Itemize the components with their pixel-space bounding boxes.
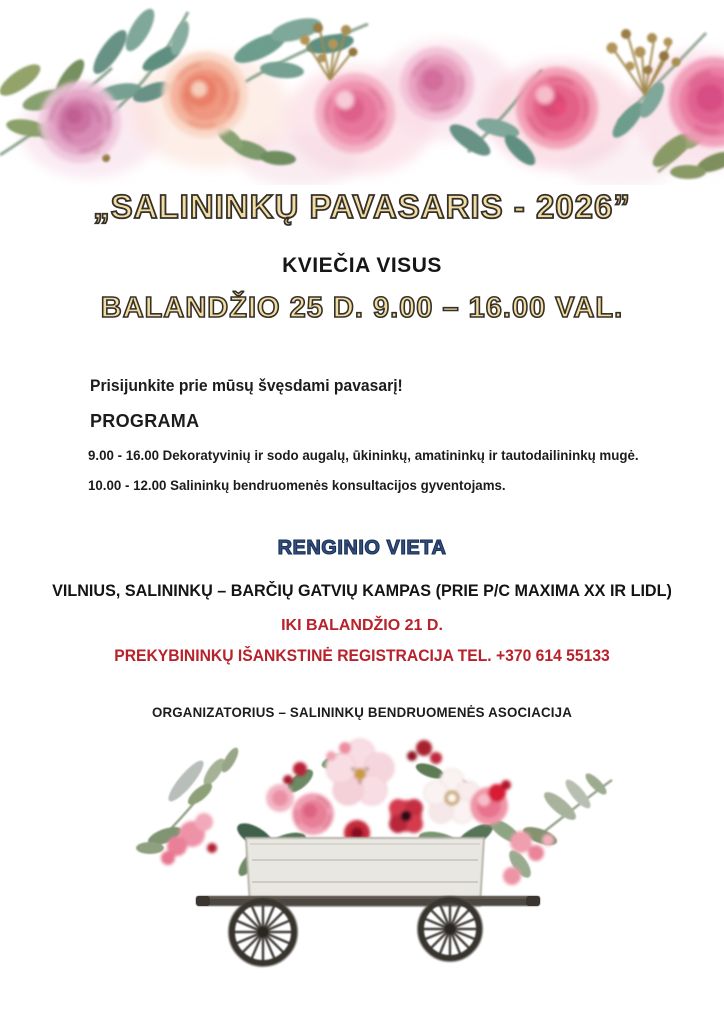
registration-info: PREKYBININKŲ IŠANKSTINĖ REGISTRACIJA TEL. +370 614 55133 <box>114 647 610 665</box>
invite-line: KVIEČIA VISUS <box>282 254 442 277</box>
registration-deadline: IKI BALANDŽIO 21 D. <box>281 617 443 634</box>
program-heading: PROGRAMA <box>90 411 200 431</box>
program-item: 9.00 - 16.00 Dekoratyvinių ir sodo augalų, ūkininkų, amatininkų ir tautodailininkų mugė. <box>88 447 639 463</box>
poster-title: „SALININKŲ PAVASARIS - 2026” <box>93 188 631 225</box>
intro-line: Prisijunkite prie mūsų švęsdami pavasarį! <box>90 377 403 395</box>
flower-cart-illustration <box>0 736 724 1024</box>
venue-heading: RENGINIO VIETA <box>277 537 447 559</box>
program-item: 10.00 - 12.00 Salininkų bendruomenės konsultacijos gyventojams. <box>88 477 506 493</box>
floral-garland-illustration <box>0 0 724 185</box>
organizer-line: ORGANIZATORIUS – SALININKŲ BENDRUOMENĖS ASOCIACIJA <box>151 704 573 720</box>
venue-address: VILNIUS, SALININKŲ – BARČIŲ GATVIŲ KAMPAS (PRIE P/C MAXIMA XX IR LIDL) <box>52 581 672 600</box>
flower-cart-icon <box>0 736 724 1024</box>
floral-garland-icon <box>0 0 724 185</box>
event-datetime: BALANDŽIO 25 D. 9.00 – 16.00 VAL. <box>100 292 624 324</box>
